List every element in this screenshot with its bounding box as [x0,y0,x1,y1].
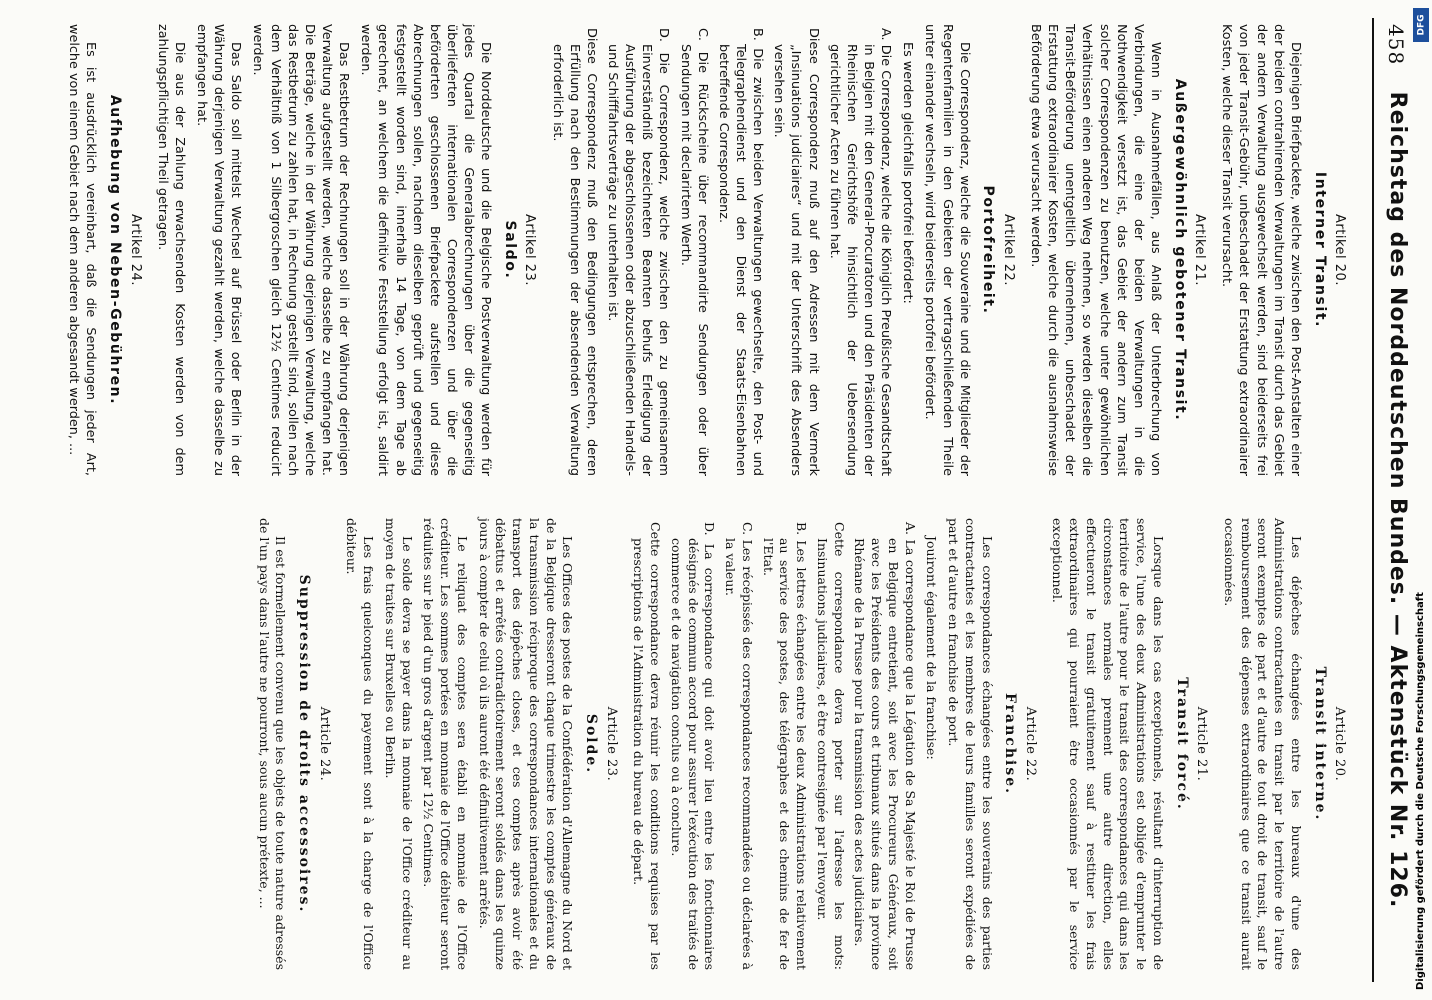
article-number: Artikel 23. [522,214,538,286]
list-item: Cette correspondance devra réunir les conditions requises par les prescriptions de l'Administration du bureau de départ. [631,522,664,970]
article-number: Article 21. [1194,706,1210,782]
article-title: Transit forcé. [1173,677,1190,811]
page-number: 458 [1384,24,1408,66]
paragraph: Das Saldo soll mittelst Wechsel auf Brüssel oder Berlin in der Währung derjenigen Verwaltung gezahlt werden, welche dasselbe zu empfangen hat. [194,24,244,476]
list-item: D. Die Correspondenz, welche zwischen den zu gemeinsamem Einverständniß bezeichneten Beamten behufs Erledigung der Ausführung der abgeschlossenen oder abzuschließenden Handels- und Schifffahrtsverträge zu unterhalten ist. [605,28,672,476]
list-item: Diese Correspondenz muß auf den Adressen mit dem Vermerk „Insinuations judiciaires“ und mit der Unterschrift des Absenders versehen sein. [771,28,821,476]
article-title: Transit interne. [1311,666,1328,822]
german-column [60,24,1358,476]
list-item: A. Die Correspondenz, welche die Königlich Preußische Gesandtschaft in Belgien mit den General-Procuratoren und den Präsidenten der Rheinischen Gerichtshöfe hinsichtlich der Uebersendung gerichtlicher Acten zu führen hat. [826,28,894,476]
paragraph: Le reliquat des comptes sera établi en monnaie de l'Office créditeur. Les sommes portées en monnaie de l'Office débiteur seront réduites sur le pied d'un gros d'argent par 12½ Centimes. [421,518,470,970]
paragraph: Les frais quelconques du payement sont à la charge de l'Office débiteur. [344,518,377,970]
dfg-logo-text: DFG [1416,14,1427,36]
paragraph: Die aus der Zahlung erwachsenden Kosten werden von dem zahlungspflichtigen Theil getragen. [154,24,187,476]
article-title: Aufhebung von Neben-Gebühren. [107,94,124,406]
article-title: Interner Transit. [1311,171,1328,329]
running-head: Reichstag des Norddeutschen Bundes. — Aktenstück Nr. 126. [1385,91,1410,909]
article-title: Portofreiheit. [980,185,997,315]
paragraph: Les Offices des postes de la Confédération d'Allemagne du Nord et de la Belgique dresseront chaque trimestre les comptes généraux de la transmission réciproque des correspondances internationales et du transport des dépêches closes, et ces comptes après avoir été débattus et arrêtés contradictoirement seront soldés dans les quinze jours à compter de celui où ils auront été définitivement arrêtés. [476,518,576,970]
list-item: A. La correspondance que la Légation de Sa Majesté le Roi de Prusse en Belgique entretient, soit avec les Procureurs Généraux, soit avec les Présidents des cours et tribunaux situés dans la province Rhénane de la Prusse pour la transmission des actes judiciaires. [852,522,918,970]
paragraph: Jouiront également de la franchise: [924,536,940,760]
header-rule [1372,18,1374,982]
paragraph: Les dépêches échangées entre les bureaux d'une des Administrations contractantes en transit par le territoire de l'autre seront exemptes de part et d'autre de tout droit de transit, sauf le remboursement des dépenses extraordinaires que ce transit aurait occasionnées. [1221,518,1304,970]
article-number: Article 20. [1332,706,1347,782]
article-number: Article 24. [316,706,332,782]
article-title: Solde. [583,713,600,775]
list-item: B. Les lettres échangées entre les deux Administrations relativement au service des postes, des télégraphes et des chemins de fer de l'Etat. [760,522,810,970]
dfg-logo [1413,8,1429,42]
list-item: C. Die Rückscheine über recommandirte Sendungen oder über Sendungen mit declarirtem Werth. [677,28,710,476]
article-title: Außergewöhnlich gebotener Transit. [1171,78,1188,422]
list-item: Diese Correspondenz muß den Bedingungen entsprechen, deren Erfüllung nach den Bestimmungen der absendenden Verwaltung erforderlich ist. [549,28,599,476]
paragraph: Il est formellement convenu que les objets de toute nature adressés de l'un pays dans l'autre ne pourront, sous aucun prétexte, ... [256,518,289,970]
article-title: Suppression de droits accessoires. [296,574,313,914]
article-number: Article 23. [603,706,619,782]
paragraph: Die Correspondenz, welche die Souveraine und die Mitglieder der Regentenfamilien in den Gebieten der vertragschließenden Theile unter einander wechseln, wird beiderseits portofrei befördert. [922,24,972,476]
article-number: Article 22. [1022,706,1038,782]
list-item: Cette correspondance devra porter sur l'adresse les mots: Insinuations judiciaires, et être contresignée par l'envoyeur. [814,522,847,970]
french-column [250,518,1358,970]
paragraph: Die Norddeutsche und die Belgische Postverwaltung werden für jedes Quartal die Generalabrechnungen über die gegenseitig überlieferten internationalen Correspondenzen und über die beförderten geschlossenen Briefpackete aufstellen und diese Abrechnungen sollen, nachdem dieselben geprüft und gegenseitig festgestellt worden sind, innerhalb 14 Tage, von dem Tage ab gerechnet, an welchem die definitive Feststellung erfolgt ist, saldirt werden. [358,24,494,476]
article-title: Saldo. [502,220,519,280]
paragraph: Les correspondances échangées entre les souverains des parties contractantes et les membres de leurs familles seront expédiées de part et d'autre en franchise de port. [946,518,995,970]
article-number: Artikel 20. [1332,214,1347,286]
paragraph: Es werden gleichfalls portofrei befördert: [900,42,916,304]
digitization-credit: Digitalisierung gefördert durch die Deutsche Forschungsgemeinschaft [1415,592,1426,990]
paragraph: Das Restbetrum der Rechnungen soll in der Währung derjenigen Verwaltung aufgestellt werden, welche dasselbe zu empfangen hat. Die Beträge, welche in der Währung derjenigen Verwaltung, welche das Restbetrum zu zahlen hat, in Rechnung gestellt sind, sollen nach dem Verhältniß von 1 Silbergroschen gleich 12½ Centimes reducirt werden. [250,24,352,476]
list-item: D. La correspondance qui doit avoir lieu entre les fonctionnaires désignés de commun accord pour assurer l'exécution des traités de commerce et de navigation conclus ou à conclure. [668,522,718,970]
paragraph: Es ist ausdrücklich vereinbart, daß die Sendungen jeder Art, welche von einem Gebiet nach dem anderen abgesandt werden, ... [66,24,99,476]
article-number: Artikel 22. [1000,214,1016,286]
article-title: Franchise. [1002,692,1019,795]
list-item: C. Les récépissés des correspondances recommandées ou déclarées à la valeur. [723,522,755,970]
article-number: Artikel 21. [1192,214,1208,286]
paragraph: Lorsque dans les cas exceptionnels, résultant d'interruption de service, l'une des deux Administrations est obligée d'emprunter le territoire de l'autre pour le transit des correspondances qui dans les circonstances normales prennent une autre direction, elles effectueront le transit gratuitement sauf à restituer les frais extraordinaires qui pourraient être occasionnés par le service exceptionnel. [1050,518,1166,970]
article-number: Artikel 24. [127,214,143,286]
paragraph: Wenn in Ausnahmefällen, aus Anlaß der Unterbrechung von Verbindungen, die eine der beiden Verwaltungen in die Nothwendigkeit versetzt ist, das Gebiet der andern zum Transit solcher Correspondenzen zu benutzen, welche unter gewöhnlichen Verhältnissen einen anderen Weg nehmen, so werden dieselben die Transit-Beförderung unentgeltlich übernehmen, unbeschadet der Erstattung extraordinairer Kosten, welche durch die ausnahmsweise Beförderung etwa verursacht werden. [1028,24,1163,476]
paragraph: Le solde devra se payer dans la monnaie de l'Office créditeur au moyen de traites sur Bruxelles ou Berlin. [382,518,415,970]
paragraph: Diejenigen Briefpackete, welche zwischen den Post-Anstalten einer der beiden contrahirenden Verwaltungen im Transit durch das Gebiet der andern Verwaltung ausgewechselt werden, sind beiderseits frei von jeder Transit-Gebühr, unbeschadet der Erstattung extraordinairer Kosten, welche dieser Transit verursacht. [1219,24,1303,476]
document-sheet [44,18,1414,982]
page-header [1374,18,1414,982]
list-item: B. Die zwischen beiden Verwaltungen gewechselte, den Post- und Telegraphendienst und den Dienst der Staats-Eisenbahnen betreffende Correspondenz. [715,28,766,476]
